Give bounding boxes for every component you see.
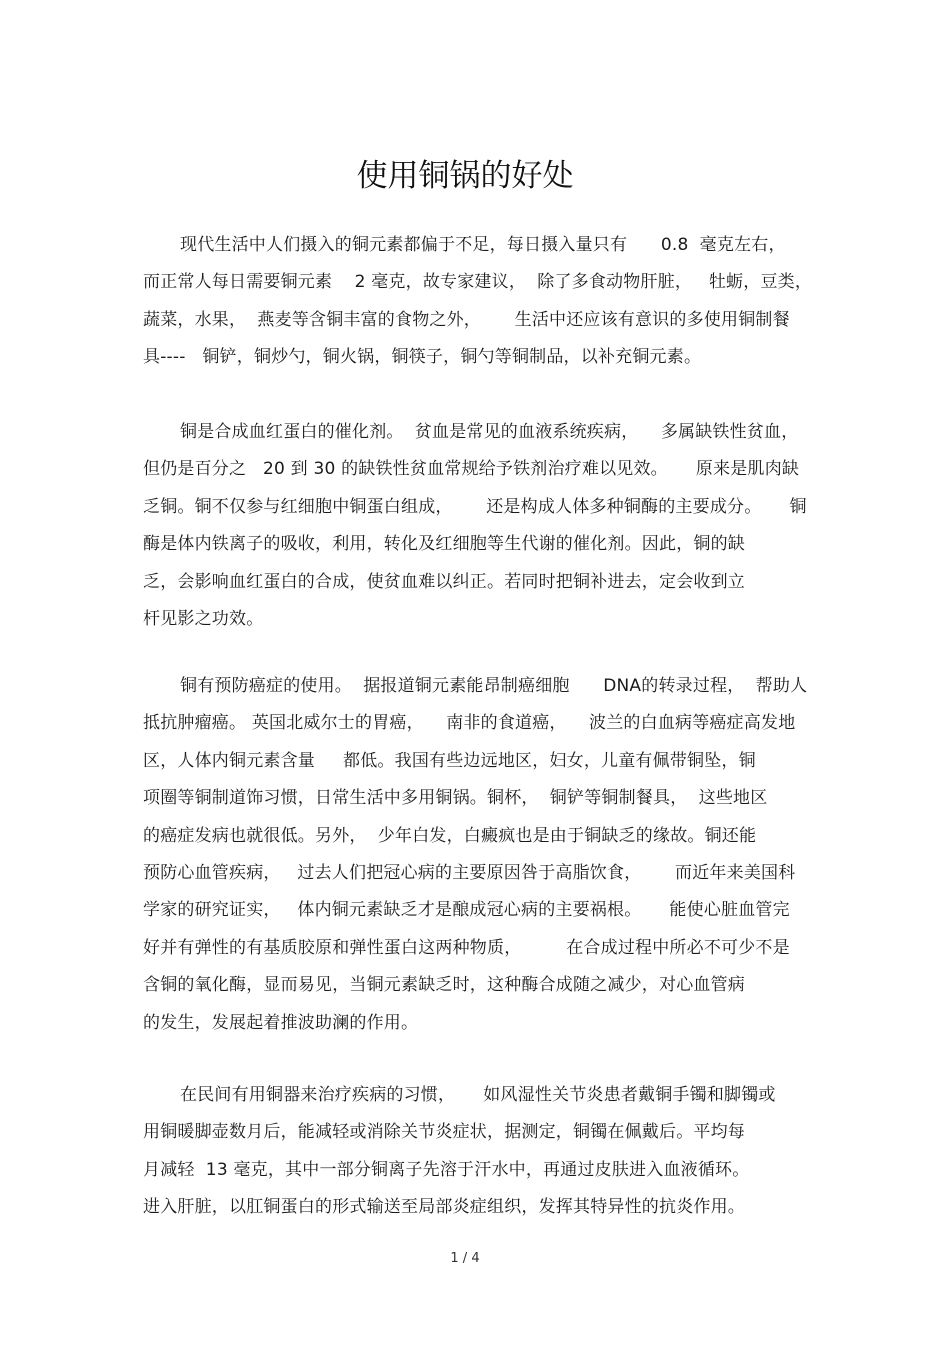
paragraph-line: 酶是体内铁离子的吸收，利用，转化及红细胞等生代谢的催化剂。因此，铜的缺	[143, 534, 745, 554]
paragraph-line: 乏，会影响血红蛋白的合成，使贫血难以纠正。若同时把铜补进去，定会收到立	[143, 572, 745, 592]
paragraph-line: 的发生，发展起着推波助澜的作用。	[143, 1013, 419, 1033]
paragraph-line: 乏铜。铜不仅参与红细胞中铜蛋白组成， 还是构成人体多种铜酶的主要成分。 铜	[143, 497, 807, 517]
paragraph-line: 的癌症发病也就很低。另外， 少年白发，白癜疯也是由于铜缺乏的缘故。铜还能	[143, 826, 757, 846]
page-number: 1 / 4	[450, 1251, 480, 1266]
paragraph-line: 但仍是百分之 20 到 30 的缺铁性贫血常规给予铁剂治疗难以见效。 原来是肌肉缺	[143, 459, 800, 479]
paragraph-line: 项圈等铜制道饰习惯，日常生活中多用铜锅。铜杯， 铜铲等铜制餐具， 这些地区	[143, 788, 768, 808]
paragraph-line: 学家的研究证实， 体内铜元素缺乏才是酿成冠心病的主要祸根。 能使心脏血管完	[143, 900, 790, 920]
paragraph-line: 铜是合成血红蛋白的催化剂。 贫血是常见的血液系统疾病， 多属缺铁性贫血，	[180, 422, 799, 442]
paragraph-line: 含铜的氧化酶，显而易见，当铜元素缺乏时，这种酶合成随之减少，对心血管病	[143, 975, 745, 995]
paragraph-line: 区，人体内铜元素含量 都低。我国有些边远地区，妇女，儿童有佩带铜坠，铜	[143, 751, 756, 771]
paragraph-line: 而正常人每日需要铜元素 2 毫克，故专家建议， 除了多食动物肝脏， 牡蛎，豆类，	[143, 272, 813, 292]
paragraph-line: 用铜暖脚壶数月后，能减轻或消除关节炎症状，据测定，铜镯在佩戴后。平均每	[143, 1122, 745, 1142]
paragraph-line: 预防心血管疾病， 过去人们把冠心病的主要原因咎于高脂饮食， 而近年来美国科	[143, 863, 796, 883]
paragraph-line: 月减轻 13 毫克，其中一部分铜离子先溶于汗水中，再通过皮肤进入血液循环。	[143, 1160, 750, 1180]
paragraph-line: 在民间有用铜器来治疗疾病的习惯， 如风湿性关节炎患者戴铜手镯和脚镯或	[180, 1085, 776, 1105]
paragraph-line: 好并有弹性的有基质胶原和弹性蛋白这两种物质， 在合成过程中所必不可少不是	[143, 938, 790, 958]
paragraph-line: 具---- 铜铲，铜炒勺，铜火锅，铜筷子，铜勺等铜制品，以补充铜元素。	[143, 347, 702, 367]
paragraph-line: 铜有预防癌症的使用。 据报道铜元素能昂制癌细胞 DNA的转录过程， 帮助人	[180, 676, 808, 696]
paragraph-line: 进入肝脏，以肛铜蛋白的形式输送至局部炎症组织，发挥其特异性的抗炎作用。	[143, 1197, 745, 1217]
paragraph-line: 现代生活中人们摄入的铜元素都偏于不足，每日摄入量只有 0.8 毫克左右，	[180, 235, 786, 255]
page-title: 使用铜锅的好处	[356, 158, 574, 194]
paragraph-line: 蔬菜，水果， 燕麦等含铜丰富的食物之外， 生活中还应该有意识的多使用铜制餐	[143, 310, 790, 330]
paragraph-line: 抵抗肿瘤癌。 英国北威尔士的胃癌， 南非的食道癌， 波兰的白血病等癌症高发地	[143, 713, 796, 733]
paragraph-line: 杆见影之功效。	[143, 609, 264, 629]
